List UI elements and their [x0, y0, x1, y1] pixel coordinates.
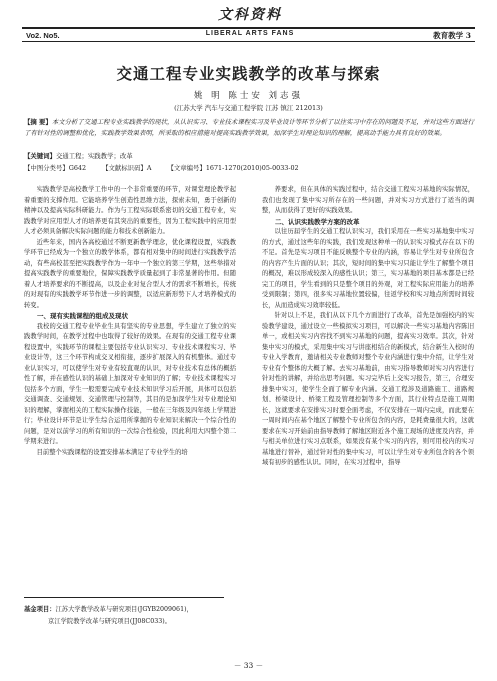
- author-affiliation: (江苏大学 汽车与交通工程学院 江苏 镇江 212013): [174, 104, 323, 112]
- article-title: 交通工程专业实践教学的改革与探索: [116, 65, 381, 83]
- journal-logo: 文科资料: [218, 7, 282, 23]
- section-2-heading: 二、认识实践教学方案的改革: [275, 217, 360, 226]
- volume-number: Vo2. No5.: [26, 31, 60, 40]
- intro-paragraph-2: 近些年来，国内各高校通过不断更新教学理念，优化课程设置，实践教学环节已经成为一个独立的教学体系，都有相对集中的时间进行实践教学活动，有些高校甚至把实践教学作为一年中一个独立的第三学期，这些举措对提高实践教学的重要地位，保障实践教学质量起到了非常显著的作用。但随着人才培养要求的不断提高，以及企业对复合型人才的需求不断增长，传统的对现有的实践教学环节作进一步的调整，以适应新形势下人才培养模式的转变。: [24, 238, 236, 309]
- section-1-paragraph-2: 目前整个实践课程的设置安排基本满足了专业学生的培: [36, 448, 188, 456]
- section-2-paragraph-2: 针对以上不足，我们从以下几个方面进行了改革，首先是加强校内的实验教学建设，通过设立一些模拟实习项目，可以解决一些实习基地内容陈旧单一，或相关实习内容找不到实习基地的问题，提高实习效率。其次，针对集中实习的模式，采用集中实习与讲座相结合的新模式，结合新生入校时的专业入学教育，邀请相关专业教师对整个专业内涵进行集中介绍，让学生对专业有个整体的大概了解。去实习基地前，由实习指导教师对实习内容进行针对性的讲解，并给出思考问题。实习完毕后上交实习报告，第三，合理安排集中实习，使学生全面了解专业内涵。交通工程涉及道路施工、道路规划、桥梁设计、桥梁工程及管理控制等多个方面，其行业特点是施工周期长，这就要求在安排实习时要全面考虑，不仅安排在一周内完成，而此要在一周时间内在基个地区了解整个专业所包含的内容，是耗费量很大的，这就要求在实习开始前由指导教师了解地区附近各个施工现场的进度及内容，并与相关单位进行实习点联系，如果没有某个实习的内容，则可用校内的实习基地进行替补，通过针对性的集中实习，可以让学生对专业所包含的各个领域有初步的感性认识。同时，在实习过程中，指导: [262, 312, 474, 466]
- header-rule-top: [22, 27, 475, 29]
- keywords-text: 交通工程；实践教学；改革: [55, 152, 133, 160]
- section-1-paragraph-1: 我校的交通工程专业毕业生具有坚实的专业思想，学生建立了独立的实践教学时间，在教学过程中也取得了较好的效果。在现有的交通工程专业课程设置中，实践环节的课程主要包括专业认识实习、专业技术课程实习、毕业设计等，这三个环节构成交叉相衔接，逐步扩展深入的有机整体。通过专业认识实习，可以使学生对专业有较直观的认识，对专业技术有总体的概括性了解，并在感性认识的基础上加深对专业知识的了解；专业技术课程实习包括多个方面，学生一般需要完成专业技术知识学习后开展，具体可以包括交通调查、交通规划、交通管理与控制等，其目的是加深学生对专业理论知识的理解，掌握相关的工程实际操作技能，一般在三年级及四年级上学期进行；毕业设计环节是让学生综合运用所掌握的专业知识来解决一个综合性的问题，是对以前学习的所有知识的一次综合性检验，因此利用大四整个第二学期来进行。: [24, 322, 236, 445]
- document-code: 【文献标识码】A: [102, 164, 152, 172]
- funding-note: [24, 604, 324, 628]
- body-left-column: [24, 185, 236, 458]
- footnote-rule: [24, 597, 224, 598]
- article-number: 【文章编号】1671-1270(2010)05-0033-02: [167, 164, 299, 172]
- classification-codes: [24, 163, 474, 173]
- funding-label: 基金项目：: [24, 606, 56, 613]
- header-rule-bottom: [22, 41, 475, 42]
- continued-paragraph: 养要求，但在具体的实践过程中，结合交通工程实习基地的实际情况，我们也发现了集中实习所存在的一些问题，并对实习方式进行了适当的调整，从而获得了更好的实践效果。: [262, 186, 474, 214]
- abstract-label: 【摘 要】: [24, 118, 52, 126]
- section-1-heading: 一、现有实践课程的组成及现状: [37, 312, 128, 320]
- body-right-column: [262, 185, 474, 469]
- abstract-text: 本文分析了交通工程专业实践教学的现状，从认识实习、专业技术课程实习及毕业设计等环节分析了以往实习中存在的问题及不足，并对这些方面进行了有针对性的调整和优化，实践教学效果表明，所采取的相应措施对提高实践教学效果，加深学生对理论知识的理解，提高动手能力具有良好的效果。: [24, 118, 474, 137]
- keywords: [24, 151, 474, 161]
- journal-subtitle: LIBERAL ARTS FANS: [205, 30, 295, 37]
- article-authors: 姚 明 陈士安 刘志强: [193, 91, 304, 101]
- section-label: 教育教学 3: [433, 31, 471, 40]
- funding-line-2: 京江学院教学改革与研究项目(JJ08C033)。: [48, 618, 171, 625]
- keywords-label: 【关键词】: [24, 152, 56, 160]
- page-number: － 33 －: [233, 661, 264, 670]
- clc-code: 【中图分类号】G642: [24, 164, 87, 172]
- page-header: [0, 0, 497, 46]
- funding-line-1: 江苏大学教学改革与研究项目(JGYB2009061)，: [55, 606, 193, 613]
- intro-paragraph-1: 实践教学是高校教学工作中的一个非常重要的环节，对课堂理论教学起着重要的支撑作用。它能培养学生创造性思维方法，探索未知，勇于创新的精神以及提高实际科研能力。作为与工程实际联系密切的交通工程专业，实践教学对应用型人才的培养更有其突出的重要性，因为工程实践中的应用型人才必须具备解决实际问题的能力和技术创新能力。: [24, 186, 236, 235]
- section-2-paragraph-1: 以往历届学生的交通工程认识实习，我们采用在一些实习基地集中实习的方式，通过这些年的实践，我们发现这种单一的认识实习模式存在以下的不足。首先是实习项目不能反映整个专业的内涵，容易让学生对专业所包含的内容产生片面的认识；其次，短时间的集中实习只能让学生了解整个项目的概况，难以形成较深入的感性认识；第三，实习基地的项目基本都是已经完工的项目，学生看到的只是整个项目的外观，对工程实际应用能力的培养受到限制；第四，很多实习基地位置较偏，往返学校和实习地点所需时间较长，从而造成实习效率较低。: [262, 228, 474, 309]
- abstract: [24, 117, 474, 138]
